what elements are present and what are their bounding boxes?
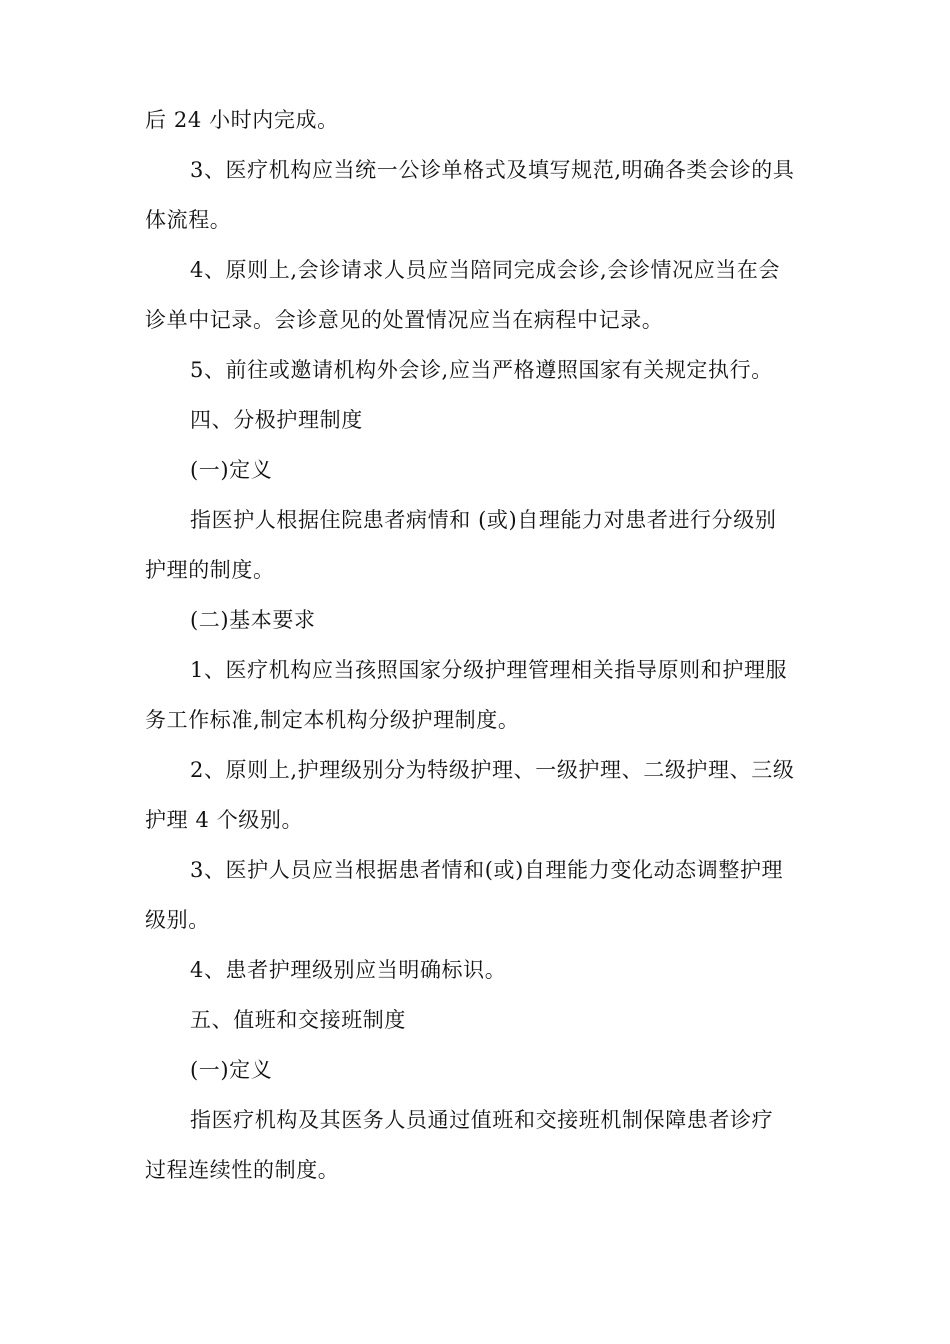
subsection-heading: (二)基本要求 xyxy=(190,608,316,632)
text-line: 4、原则上,会诊请求人员应当陪同完成会诊,会诊情况应当在会 xyxy=(190,258,781,282)
text-line: 指医护人根据住院患者病情和 (或)自理能力对患者进行分级别 xyxy=(190,508,777,532)
text-line: 级别。 xyxy=(145,908,210,932)
text-line: 2、原则上,护理级别分为特级护理、一级护理、二级护理、三级 xyxy=(190,758,795,782)
text-line: 护理的制度。 xyxy=(145,558,275,582)
text-line: 后 24 小时内完成。 xyxy=(145,108,339,132)
text-line: 诊单中记录。会诊意见的处置情况应当在病程中记录。 xyxy=(145,308,664,332)
text-line: 指医疗机构及其医务人员通过值班和交接班机制保障患者诊疗 xyxy=(190,1108,774,1132)
text-line: 体流程。 xyxy=(145,208,232,232)
subsection-heading: (一)定义 xyxy=(190,458,273,482)
section-heading: 五、值班和交接班制度 xyxy=(190,1008,406,1032)
text-line: 3、医护人员应当根据患者情和(或)自理能力变化动态调整护理 xyxy=(190,858,784,882)
text-line: 5、前往或邀请机构外会诊,应当严格遵照国家有关规定执行。 xyxy=(190,358,773,382)
section-heading: 四、分极护理制度 xyxy=(190,408,363,432)
text-line: 过程连续性的制度。 xyxy=(145,1158,340,1182)
subsection-heading: (一)定义 xyxy=(190,1058,273,1082)
text-line: 护理 4 个级别。 xyxy=(145,808,304,832)
text-line: 3、医疗机构应当统一公诊单格式及填写规范,明确各类会诊的具 xyxy=(190,158,795,182)
text-line: 务工作标准,制定本机构分级护理制度。 xyxy=(145,708,520,732)
text-line: 1、医疗机构应当孩照国家分级护理管理相关指导原则和护理服 xyxy=(190,658,788,682)
text-line: 4、患者护理级别应当明确标识。 xyxy=(190,958,507,982)
